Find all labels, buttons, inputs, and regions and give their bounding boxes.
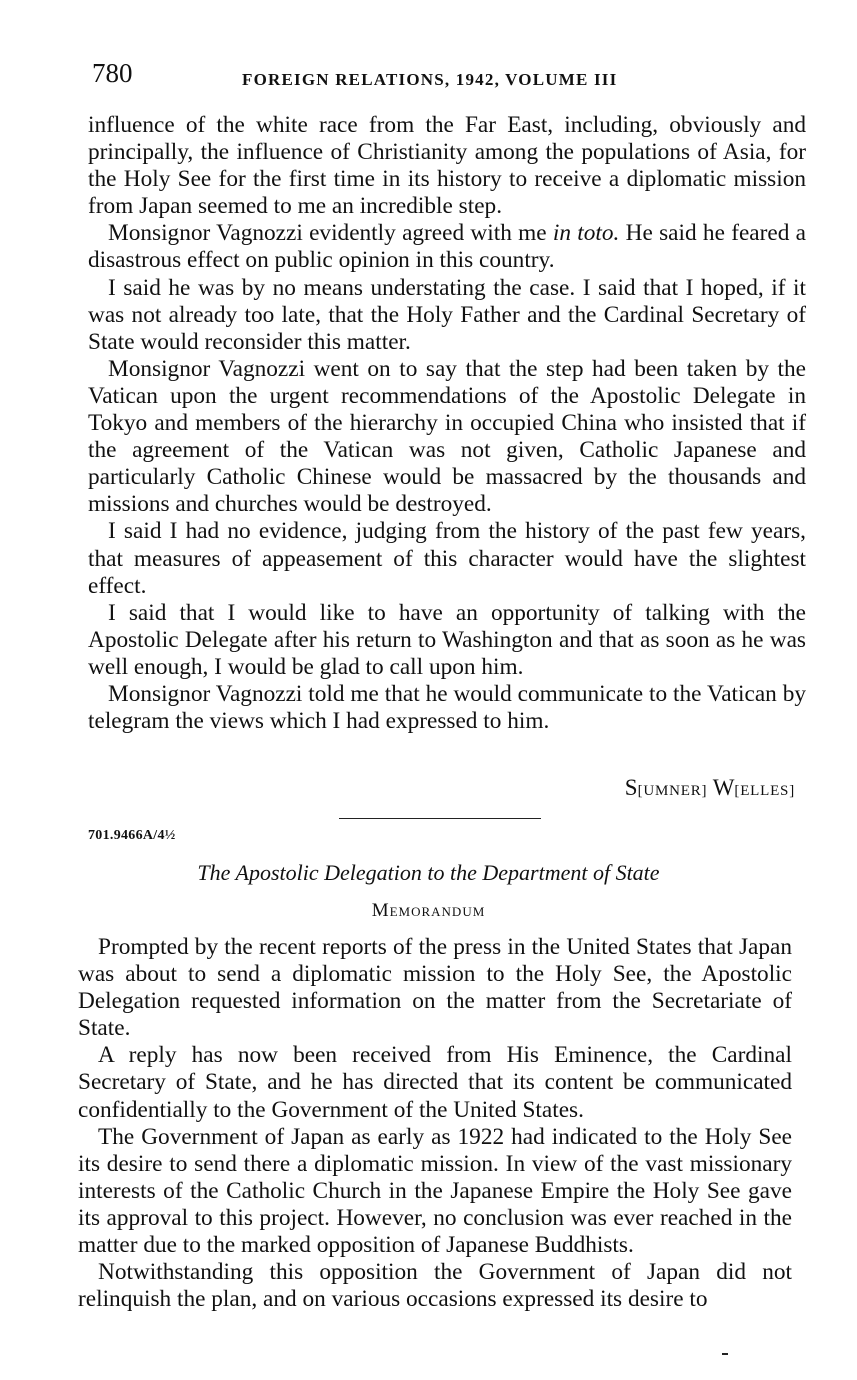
paragraph: influence of the white race from the Far East, including, obviously and principally, the influence of Christianity among the populations of Asia, for the Holy See for the first time in its history to receive a diplomatic mission from Japan seemed to me an incredible step. <box>88 112 806 220</box>
paragraph: I said he was by no means understating the case. I said that I hoped, if it was not already too late, that the Holy Father and the Cardinal Secretary of State would reconsider this matter. <box>88 274 806 355</box>
file-number: 701.9466A/4½ <box>88 828 176 843</box>
memorandum-body <box>78 934 792 1313</box>
document-title: The Apostolic Delegation to the Department of State <box>197 860 660 885</box>
section-divider <box>339 818 541 819</box>
page-number: 780 <box>92 58 133 88</box>
italic-phrase: in toto. <box>552 220 620 247</box>
paragraph: I said I had no evidence, judging from the history of the past few years, that measures of appeasement of this character would have the slightest effect. <box>88 518 806 599</box>
paragraph: Monsignor Vagnozzi told me that he would communicate to the Vatican by telegram the views which I had expressed to him. <box>88 680 806 735</box>
paragraph: Monsignor Vagnozzi went on to say that the step had been taken by the Vatican upon the urgent recommendations of the Apostolic Delegate in Tokyo and members of the hierarchy in occupied China who insisted that if the agreement of the Vatican was not given, Catholic Japanese and particularly Catholic Chinese would be massacred by the thousands and missions and churches would be destroyed. <box>88 355 806 518</box>
letter-body <box>88 112 806 735</box>
paragraph-text: He said he feared a disastrous effect on public opinion in this country. <box>88 220 807 274</box>
paragraph: The Government of Japan as early as 1922 had indicated to the Holy See its desire to send there a diplomatic mission. In view of the vast missionary interests of the Catholic Church in the Japanese Empire the Holy See gave its approval to this project. However, no conclusion was ever reached in the matter due to the marked opposition of Japanese Buddhists. <box>78 1123 792 1259</box>
page-header <box>92 58 808 94</box>
paragraph-text: Monsignor Vagnozzi evidently agreed with me <box>108 220 553 247</box>
paragraph: Prompted by the recent reports of the press in the United States that Japan was about to send a diplomatic mission to the Holy See, the Apostolic Delegation requested information on the matter from the Secretariate of State. <box>78 934 792 1042</box>
paragraph: I said that I would like to have an opportunity of talking with the Apostolic Delegate after his return to Washington and that as soon as he was well enough, I would be glad to call upon him. <box>88 599 806 680</box>
paragraph: A reply has now been received from His Eminence, the Cardinal Secretary of State, and he has directed that its content be communicated confidentially to the Government of the United States. <box>78 1042 792 1123</box>
paragraph <box>88 220 806 274</box>
memorandum-label: Memorandum <box>371 900 486 921</box>
signature: S[UMNER] W[ELLES] <box>624 775 795 800</box>
page-mark <box>722 1353 728 1355</box>
running-head: FOREIGN RELATIONS, 1942, VOLUME III <box>242 70 618 89</box>
paragraph: Notwithstanding this opposition the Government of Japan did not relinquish the plan, and on various occasions expressed its desire to <box>78 1259 792 1313</box>
